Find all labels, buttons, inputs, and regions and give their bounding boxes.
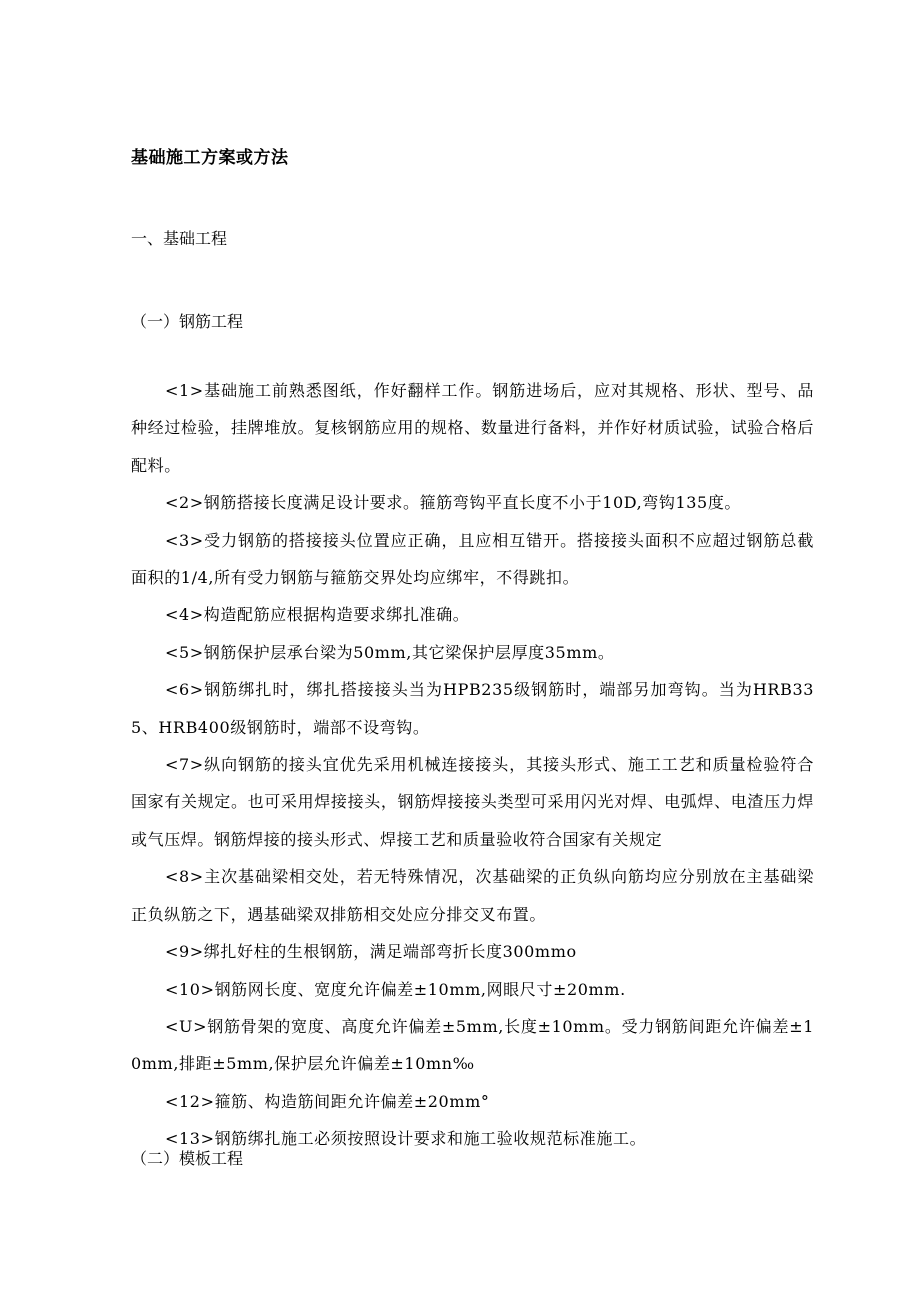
paragraph-4: <4>构造配筋应根据构造要求绑扎准确。 xyxy=(165,605,470,625)
paragraph-1: <1>基础施工前熟悉图纸，作好翻样工作。钢筋进场后，应对其规格、形状、型号、品种经过检验，挂牌堆放。复核钢筋应用的规格、数量进行备料，并作好材质试验，试验合格后配料。 xyxy=(131,381,814,475)
paragraph-5: <5>钢筋保护层承台梁为50mm,其它梁保护层厚度35mm。 xyxy=(165,642,615,662)
paragraph-8: <8>主次基础梁相交处，若无特殊情况，次基础梁的正负纵向筋均应分别放在主基础梁正负纵筋之下，遇基础梁双排筋相交处应分排交叉布置。 xyxy=(131,867,814,924)
document-title: 基础施工方案或方法 xyxy=(131,148,289,168)
paragraph-10: <10>钢筋网长度、宽度允许偏差±10mm,网眼尺寸±20mm. xyxy=(165,979,626,999)
paragraph-11: <U>钢筋骨架的宽度、高度允许偏差±5mm,长度±10mm。受力钢筋间距允许偏差±10mm,排距±5mm,保护层允许偏差±10mn‰ xyxy=(131,1016,814,1074)
subsection-heading-rebar: （一）钢筋工程 xyxy=(131,312,244,331)
paragraph-9: <9>绑扎好柱的生根钢筋，满足端部弯折长度300mmo xyxy=(165,942,577,962)
paragraph-3: <3>受力钢筋的搭接接头位置应正确，且应相互错开。搭接接头面积不应超过钢筋总截面积的1/4,所有受力钢筋与箍筋交界处均应绑牢，不得跳扣。 xyxy=(131,530,814,588)
section-heading-foundation: 一、基础工程 xyxy=(131,229,228,248)
paragraph-13: <13>钢筋绑扎施工必须按照设计要求和施工验收规范标准施工。 xyxy=(165,1129,647,1149)
rebar-requirements xyxy=(131,372,814,1158)
subsection-heading-formwork: （二）模板工程 xyxy=(131,1149,244,1168)
paragraph-7: <7>纵向钢筋的接头宜优先采用机械连接接头，其接头形式、施工工艺和质量检验符合国家有关规定。也可采用焊接接头，钢筋焊接接头类型可采用闪光对焊、电弧焊、电渣压力焊或气压焊。钢筋焊接的接头形式、焊接工艺和质量验收符合国家有关规定 xyxy=(131,755,814,849)
paragraph-6: <6>钢筋绑扎时，绑扎搭接接头当为HPB235级钢筋时，端部另加弯钩。当为HRB335、HRB400级钢筋时，端部不设弯钩。 xyxy=(131,680,814,737)
paragraph-2: <2>钢筋搭接长度满足设计要求。箍筋弯钩平直长度不小于10D,弯钩135度。 xyxy=(165,493,742,513)
paragraph-12: <12>箍筋、构造筋间距允许偏差±20mm° xyxy=(165,1091,490,1111)
